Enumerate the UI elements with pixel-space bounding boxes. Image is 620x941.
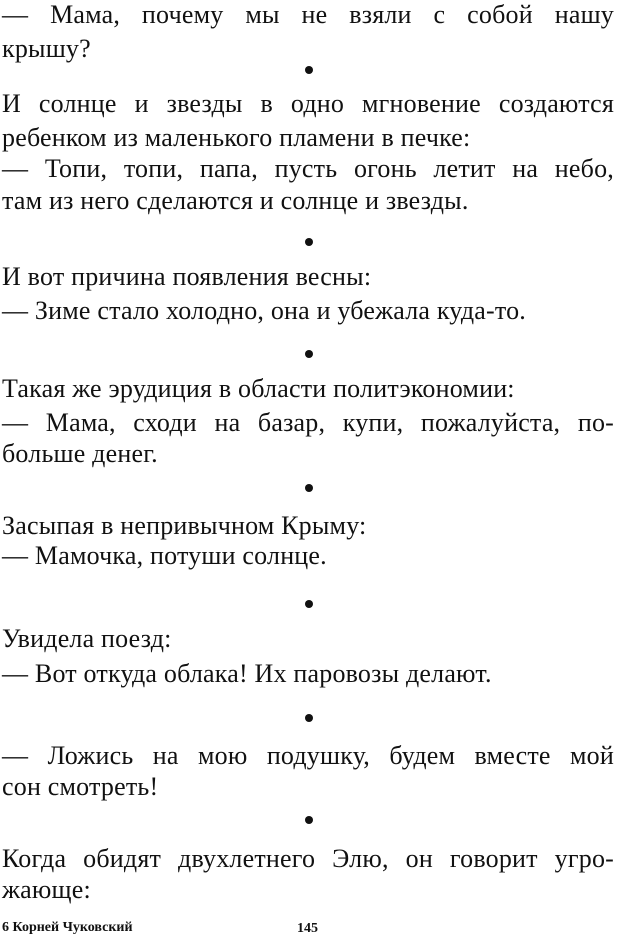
text-line: сон смотреть! (2, 772, 159, 801)
section-separator-dot (305, 816, 313, 824)
section-separator-dot (305, 714, 313, 722)
text-line: — Мама, сходи на базар, купи, пожалуйста, по- (2, 408, 614, 437)
text-line: жающе: (2, 875, 91, 904)
text-line: Увидела поезд: (2, 624, 172, 653)
footer-signature: 6 Корней Чуковский (2, 920, 133, 935)
text-line: там из него сделаются и солнце и звезды. (2, 186, 469, 215)
text-line: — Топи, топи, папа, пусть огонь летит на небо, (2, 154, 614, 183)
section-separator-dot (305, 66, 313, 74)
text-line: ребенком из маленького пламени в печке: (2, 123, 471, 152)
text-line: — Зиме стало холодно, она и убежала куда-то. (2, 296, 527, 325)
section-separator-dot (305, 238, 313, 246)
text-line: И солнце и звезды в одно мгновение создаются (2, 89, 614, 118)
text-line: — Мамочка, потуши солнце. (2, 541, 327, 570)
text-line: крышу? (2, 34, 91, 63)
text-line: Засыпая в непривычном Крыму: (2, 511, 367, 540)
text-line: больше денег. (2, 439, 158, 468)
page-number: 145 (297, 921, 318, 936)
text-line: Когда обидят двухлетнего Элю, он говорит угро- (2, 844, 614, 873)
text-line: — Ложись на мою подушку, будем вместе мой (2, 741, 614, 770)
section-separator-dot (305, 600, 313, 608)
text-line: — Мама, почему мы не взяли с собой нашу (2, 0, 614, 29)
section-separator-dot (305, 484, 313, 492)
section-separator-dot (305, 350, 313, 358)
text-line: И вот причина появления весны: (2, 262, 372, 291)
text-line: Такая же эрудиция в области политэкономии: (2, 374, 515, 403)
text-line: — Вот откуда облака! Их паровозы делают. (2, 659, 492, 688)
